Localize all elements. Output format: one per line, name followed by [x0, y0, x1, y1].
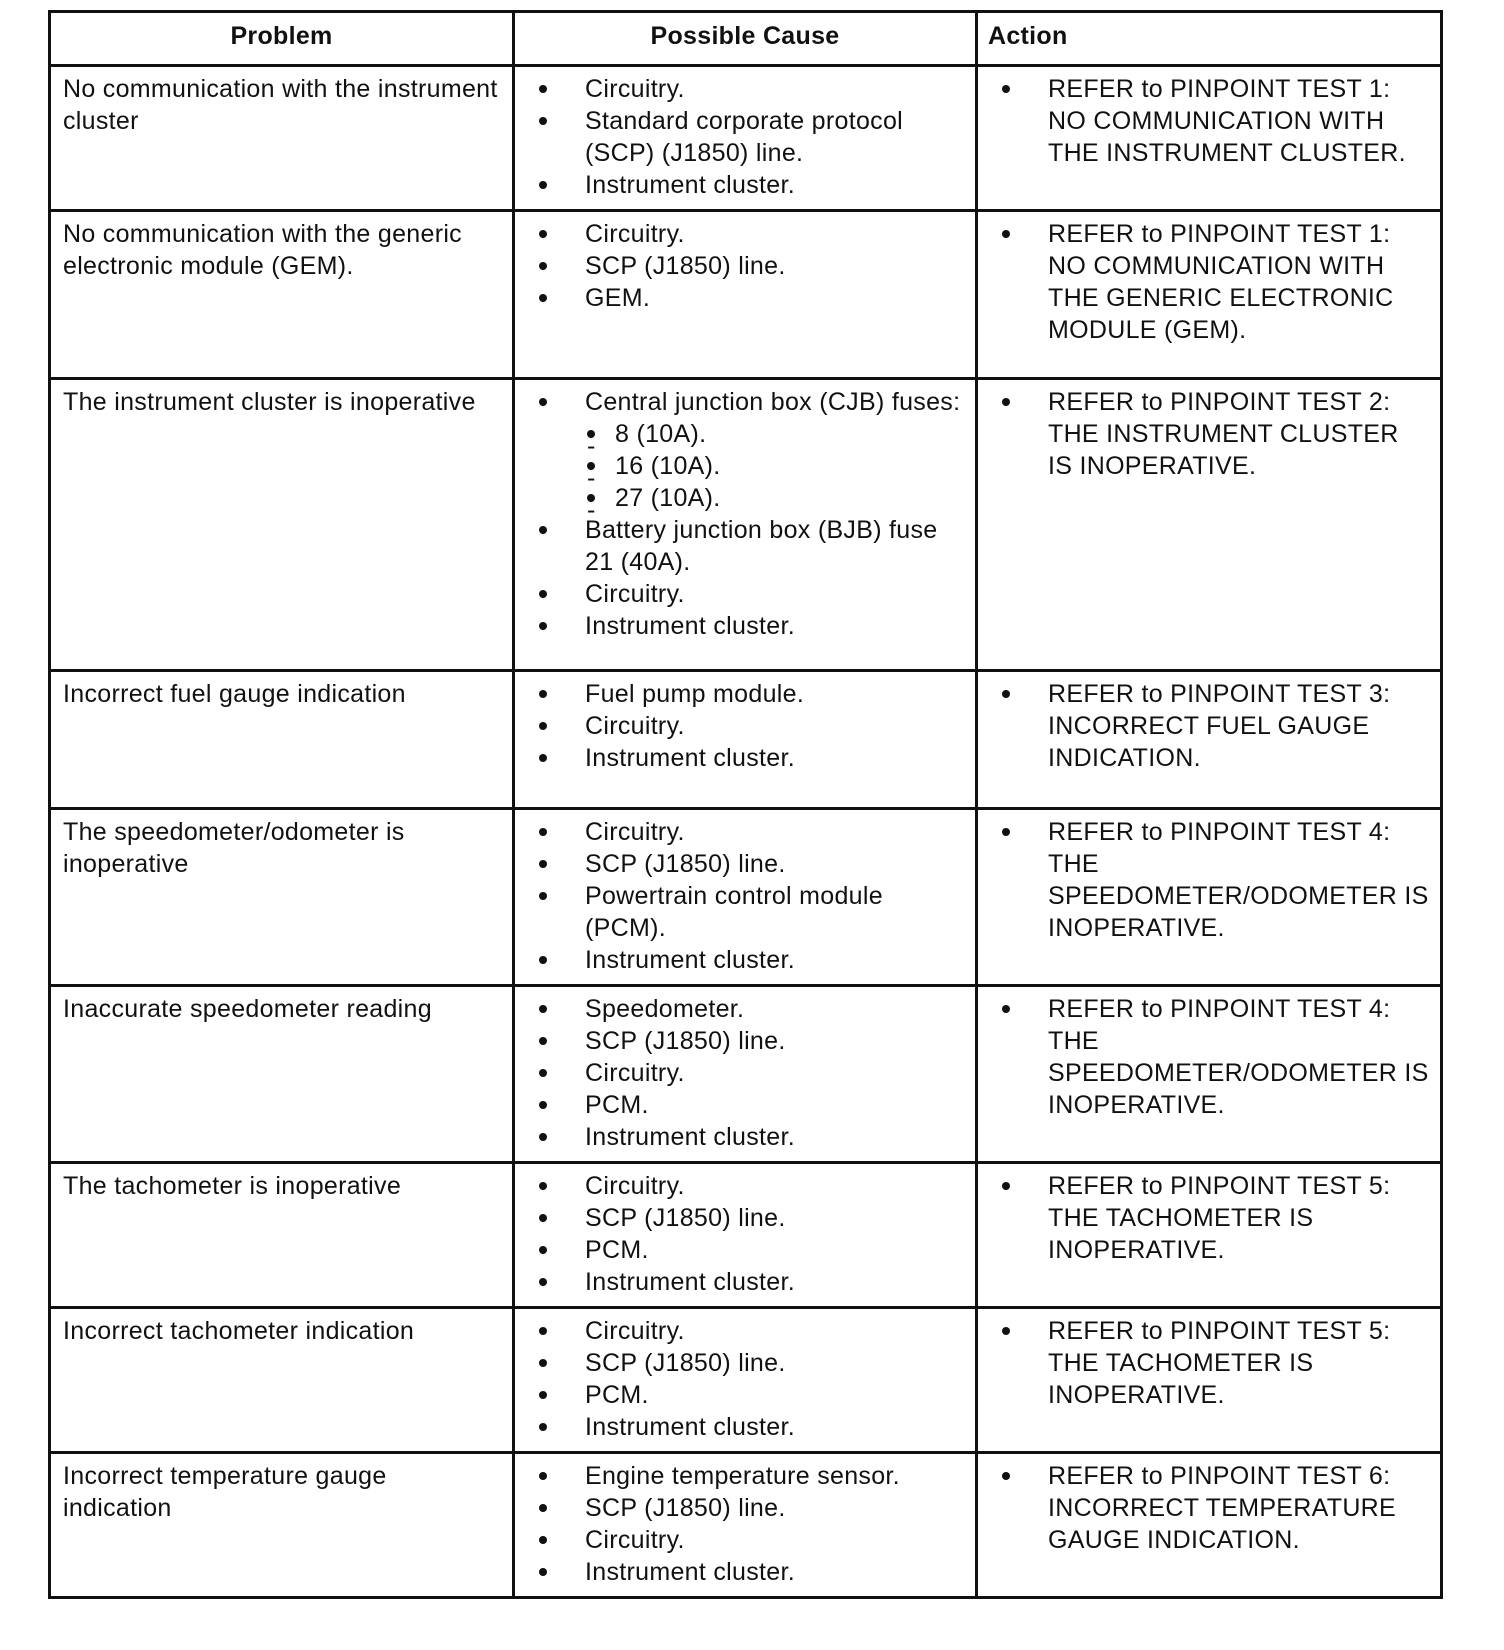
fuse-item: - 16 (10A). [585, 450, 965, 482]
header-action: Action [977, 12, 1442, 66]
action-item: REFER to PINPOINT TEST 6: INCORRECT TEMPERATURE GAUGE INDICATION. [990, 1460, 1430, 1556]
cause-item: Standard corporate protocol (SCP) (J1850) line. [527, 105, 965, 169]
table-row [50, 211, 1442, 379]
cause-item: Battery junction box (BJB) fuse 21 (40A). [527, 514, 965, 578]
action-cell [977, 809, 1442, 986]
action-cell [977, 671, 1442, 809]
cause-item: Instrument cluster. [527, 944, 965, 976]
action-item: REFER to PINPOINT TEST 4: THE SPEEDOMETER/ODOMETER IS INOPERATIVE. [990, 993, 1430, 1121]
cause-item: PCM. [527, 1089, 965, 1121]
cause-item: SCP (J1850) line. [527, 1202, 965, 1234]
problem-cell: Inaccurate speedometer reading [50, 986, 514, 1163]
fuse-list [585, 418, 965, 514]
cause-item: Instrument cluster. [527, 1411, 965, 1443]
action-item: REFER to PINPOINT TEST 4: THE SPEEDOMETER/ODOMETER IS INOPERATIVE. [990, 816, 1430, 944]
cause-cell [514, 986, 977, 1163]
problem-cell: No communication with the generic electronic module (GEM). [50, 211, 514, 379]
cause-item: Circuitry. [527, 218, 965, 250]
cause-item: Instrument cluster. [527, 169, 965, 201]
cause-item: Circuitry. [527, 710, 965, 742]
cause-text: Central junction box (CJB) fuses: [585, 388, 961, 416]
cause-item: Instrument cluster. [527, 1266, 965, 1298]
action-cell [977, 211, 1442, 379]
cause-item [527, 386, 965, 514]
table-row [50, 1453, 1442, 1598]
fuse-item: - 27 (10A). [585, 482, 965, 514]
problem-cell: Incorrect temperature gauge indication [50, 1453, 514, 1598]
action-item: REFER to PINPOINT TEST 1: NO COMMUNICATION WITH THE GENERIC ELECTRONIC MODULE (GEM). [990, 218, 1430, 346]
cause-item: Instrument cluster. [527, 610, 965, 642]
action-cell [977, 1308, 1442, 1453]
table-row [50, 809, 1442, 986]
action-cell [977, 1453, 1442, 1598]
cause-item: Circuitry. [527, 73, 965, 105]
cause-item: Instrument cluster. [527, 1121, 965, 1153]
fuse-item: - 8 (10A). [585, 418, 965, 450]
cause-item: Circuitry. [527, 578, 965, 610]
action-cell [977, 66, 1442, 211]
cause-item: PCM. [527, 1234, 965, 1266]
table-row [50, 1308, 1442, 1453]
action-cell [977, 1163, 1442, 1308]
cause-item: Circuitry. [527, 1057, 965, 1089]
action-item: REFER to PINPOINT TEST 5: THE TACHOMETER IS INOPERATIVE. [990, 1170, 1430, 1266]
diagnostic-table [48, 10, 1443, 1599]
cause-cell [514, 1453, 977, 1598]
cause-cell [514, 1308, 977, 1453]
cause-item: Fuel pump module. [527, 678, 965, 710]
table-row [50, 379, 1442, 671]
action-item: REFER to PINPOINT TEST 3: INCORRECT FUEL GAUGE INDICATION. [990, 678, 1430, 774]
cause-item: SCP (J1850) line. [527, 250, 965, 282]
problem-cell: The speedometer/odometer is inoperative [50, 809, 514, 986]
cause-item: Circuitry. [527, 1315, 965, 1347]
header-possible-cause: Possible Cause [514, 12, 977, 66]
problem-cell: Incorrect fuel gauge indication [50, 671, 514, 809]
action-cell [977, 379, 1442, 671]
cause-item: Instrument cluster. [527, 742, 965, 774]
cause-item: SCP (J1850) line. [527, 1347, 965, 1379]
problem-cell: The tachometer is inoperative [50, 1163, 514, 1308]
cause-item: SCP (J1850) line. [527, 1025, 965, 1057]
cause-cell [514, 809, 977, 986]
table-row [50, 1163, 1442, 1308]
action-item: REFER to PINPOINT TEST 5: THE TACHOMETER IS INOPERATIVE. [990, 1315, 1430, 1411]
cause-cell [514, 671, 977, 809]
table-row [50, 66, 1442, 211]
cause-cell [514, 66, 977, 211]
cause-item: Powertrain control module (PCM). [527, 880, 965, 944]
cause-cell [514, 379, 977, 671]
cause-item: Instrument cluster. [527, 1556, 965, 1588]
cause-cell [514, 1163, 977, 1308]
cause-cell [514, 211, 977, 379]
cause-item: Circuitry. [527, 1524, 965, 1556]
cause-item: Engine temperature sensor. [527, 1460, 965, 1492]
table-row [50, 671, 1442, 809]
header-problem: Problem [50, 12, 514, 66]
table-row [50, 986, 1442, 1163]
cause-item: SCP (J1850) line. [527, 848, 965, 880]
cause-item: SCP (J1850) line. [527, 1492, 965, 1524]
problem-cell: The instrument cluster is inoperative [50, 379, 514, 671]
cause-item: PCM. [527, 1379, 965, 1411]
problem-cell: No communication with the instrument cluster [50, 66, 514, 211]
cause-item: GEM. [527, 282, 965, 314]
action-cell [977, 986, 1442, 1163]
cause-item: Circuitry. [527, 1170, 965, 1202]
cause-item: Speedometer. [527, 993, 965, 1025]
cause-item: Circuitry. [527, 816, 965, 848]
header-row [50, 12, 1442, 66]
action-item: REFER to PINPOINT TEST 2: THE INSTRUMENT CLUSTER IS INOPERATIVE. [990, 386, 1430, 482]
action-item: REFER to PINPOINT TEST 1: NO COMMUNICATION WITH THE INSTRUMENT CLUSTER. [990, 73, 1430, 169]
problem-cell: Incorrect tachometer indication [50, 1308, 514, 1453]
